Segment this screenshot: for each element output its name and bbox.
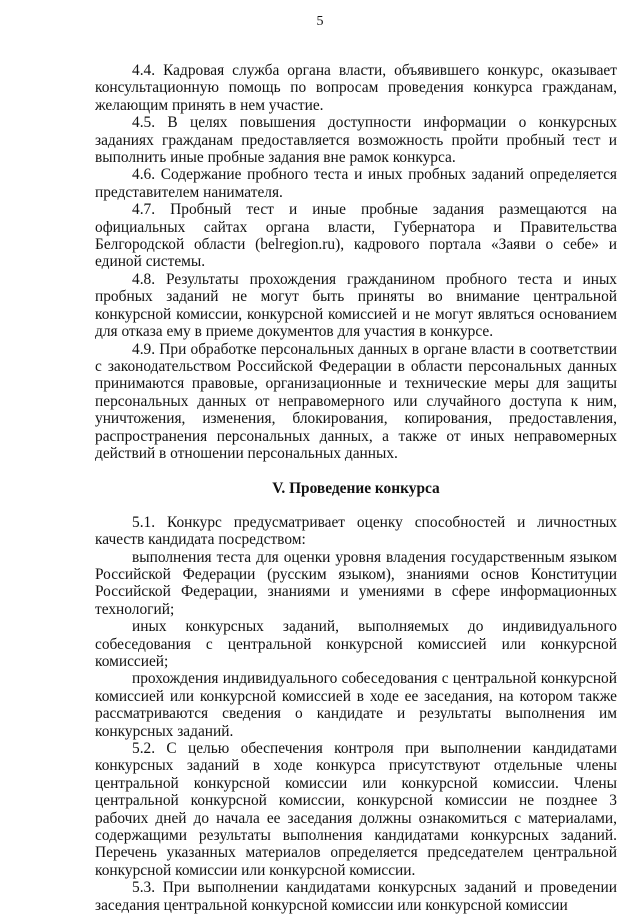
document-body	[95, 62, 617, 914]
paragraph-4-6: 4.6. Содержание пробного теста и иных пробных заданий определяется представителем нанимателя.	[95, 166, 617, 201]
paragraph-4-5: 4.5. В целях повышения доступности информации о конкурсных заданиях гражданам предоставляется возможность пройти пробный тест и выполнить иные пробные задания вне рамок конкурса.	[95, 114, 617, 167]
paragraph-4-7: 4.7. Пробный тест и иные пробные задания размещаются на официальных сайтах органа власти, Губернатора и Правительства Белгородской области (belregion.ru), кадрового портала «Заяви о себе» и единой системы.	[95, 201, 617, 271]
paragraph-5-2: 5.2. С целью обеспечения контроля при выполнении кандидатами конкурсных заданий в ходе конкурса присутствуют отдельные члены центральной конкурсной комиссии или конкурсной комиссии. Члены центральной конкурсной комиссии, конкурсной комиссии не позднее 3 рабочих дней до начала ее заседания должны ознакомиться с материалами, содержащими результаты выполнения кандидатами конкурсных заданий. Перечень указанных материалов определяется председателем центральной конкурсной комиссии или конкурсной комиссии.	[95, 740, 617, 879]
paragraph-5-1-item-interview: прохождения индивидуального собеседования с центральной конкурсной комиссией или конкурсной комиссией в ходе ее заседания, на котором также рассматриваются сведения о кандидате и результаты выполнения им конкурсных заданий.	[95, 670, 617, 740]
paragraph-5-1: 5.1. Конкурс предусматривает оценку способностей и личностных качеств кандидата посредством:	[95, 513, 617, 549]
paragraph-5-1-item-test: выполнения теста для оценки уровня владения государственным языком Российской Федерации (русским языком), знаниями основ Конституции Российской Федерации, знаниями и умениями в сфере информационных технологий;	[95, 548, 617, 618]
section-heading: V. Проведение конкурса	[272, 480, 440, 498]
paragraph-5-1-item-tasks: иных конкурсных заданий, выполняемых до индивидуального собеседования с центральной конкурсной комиссией или конкурсной комиссией;	[95, 618, 617, 670]
paragraph-4-9: 4.9. При обработке персональных данных в органе власти в соответствии с законодательством Российской Федерации в области персональных данных принимаются правовые, организационные и технические меры для защиты персональных данных от неправомерного или случайного доступа к ним, уничтожения, изменения, блокирования, копирования, предоставления, распространения персональных данных, а также от иных неправомерных действий в отношении персональных данных.	[95, 340, 617, 462]
paragraph-5-3: 5.3. При выполнении кандидатами конкурсных заданий и проведении заседания центральной конкурсной комиссии или конкурсной комиссии	[95, 879, 617, 914]
paragraph-4-4: 4.4. Кадровая служба органа власти, объявившего конкурс, оказывает консультационную помощь по вопросам проведения конкурса гражданам, желающим принять в нем участие.	[95, 62, 617, 114]
page-number: 5	[316, 14, 324, 29]
paragraph-4-8: 4.8. Результаты прохождения гражданином пробного теста и иных пробных заданий не могут быть приняты во внимание центральной конкурсной комиссии, конкурсной комиссией и не могут являться основанием для отказа ему в приеме документов для участия в конкурсе.	[95, 270, 617, 341]
